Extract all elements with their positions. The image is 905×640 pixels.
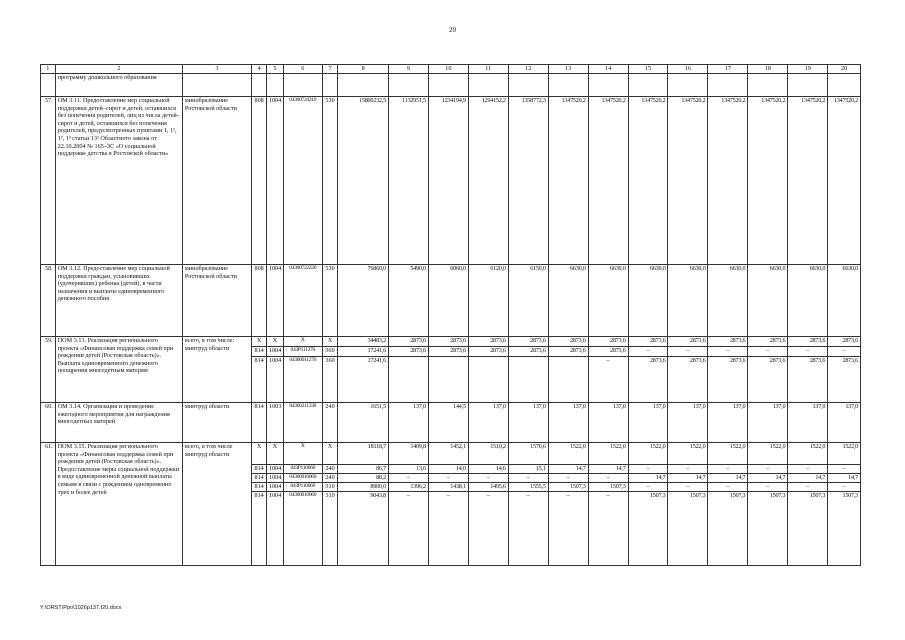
amount-cell: 15,1 — [508, 465, 548, 474]
amount-cell: – — [628, 465, 668, 474]
column-header-14: 14 — [588, 65, 628, 74]
amount-cell: 2873,6 — [388, 337, 428, 347]
amount-cell: 2873,6 — [828, 357, 861, 403]
amount-cell: 1522,0 — [668, 443, 708, 465]
amount-cell: 1522,0 — [548, 443, 588, 465]
budget-code-cell: 1004 — [266, 347, 283, 357]
amount-cell: 2873,6 — [428, 337, 468, 347]
budget-code-cell: 814 — [252, 347, 267, 357]
budget-code-cell: 1004 — [266, 465, 283, 474]
amount-cell: 6630,0 — [548, 265, 588, 337]
column-header-1: 1 — [41, 65, 56, 74]
amount-cell: 2873,6 — [548, 337, 588, 347]
amount-cell: 1507,3 — [628, 492, 668, 566]
empty-cell — [628, 74, 668, 97]
responsible-executor-cell: минобразование Ростовской области — [182, 97, 251, 265]
amount-cell: 1347520,2 — [548, 97, 588, 265]
column-header-2: 2 — [55, 65, 182, 74]
measure-name-cell: ПОМ 3.15. Реализация регионального проекта «Финансовая поддержка семей при рождении детей (Ростовская область)». Предоставление меры социальной поддержки в виде единовременной денежной выплаты семьям в связи с рождением одновременно трех и более детей — [55, 443, 182, 566]
amount-cell: – — [468, 474, 508, 483]
amount-cell: 2873,6 — [468, 337, 508, 347]
amount-cell: 2873,6 — [428, 347, 468, 357]
amount-cell: 137,0 — [668, 403, 708, 443]
amount-cell: 2873,6 — [828, 337, 861, 347]
budget-code-cell: 240 — [322, 474, 338, 483]
amount-cell: 1409,8 — [388, 443, 428, 465]
amount-cell: 14,7 — [748, 474, 788, 483]
amount-cell: 76860,0 — [338, 265, 388, 337]
amount-cell: 1347520,2 — [828, 97, 861, 265]
amount-cell: 2873,6 — [508, 347, 548, 357]
budget-code-cell: Х — [266, 443, 283, 465]
table-row — [41, 337, 861, 347]
amount-cell: 1522,0 — [708, 443, 748, 465]
amount-cell: 137,0 — [388, 403, 428, 443]
column-header-13: 13 — [548, 65, 588, 74]
budget-table-container — [40, 64, 861, 566]
amount-cell: – — [828, 483, 861, 492]
budget-code-cell: Х — [322, 443, 338, 465]
table-row-carry-over — [41, 74, 861, 97]
amount-cell: 6630,0 — [788, 265, 828, 337]
amount-cell: 137,0 — [588, 403, 628, 443]
empty-cell — [338, 74, 388, 97]
column-header-16: 16 — [668, 65, 708, 74]
amount-cell: 1507,3 — [828, 492, 861, 566]
budget-code-cell: 1004 — [266, 474, 283, 483]
amount-cell: 6630,0 — [748, 265, 788, 337]
amount-cell: 1358772,3 — [508, 97, 548, 265]
amount-cell: – — [588, 492, 628, 566]
amount-cell: – — [708, 483, 748, 492]
amount-cell: 1522,0 — [748, 443, 788, 465]
amount-cell: 1347520,2 — [788, 97, 828, 265]
amount-cell: 2873,6 — [708, 337, 748, 347]
amount-cell: – — [668, 483, 708, 492]
responsible-executor-cell: минтруд области — [182, 403, 251, 443]
amount-cell: 14,7 — [788, 474, 828, 483]
empty-cell — [708, 74, 748, 97]
amount-cell: 14,7 — [628, 474, 668, 483]
empty-cell — [428, 74, 468, 97]
amount-cell: 1522,0 — [788, 443, 828, 465]
amount-cell: – — [788, 483, 828, 492]
amount-cell: 137,0 — [748, 403, 788, 443]
amount-cell: 1452,1 — [428, 443, 468, 465]
column-header-8: 8 — [338, 65, 388, 74]
amount-cell: 1522,0 — [828, 443, 861, 465]
budget-code-cell: 814 — [252, 357, 267, 403]
empty-cell — [283, 74, 322, 97]
empty-cell — [828, 74, 861, 97]
amount-cell: 137,0 — [548, 403, 588, 443]
budget-code-cell: 04300010060 — [283, 474, 322, 483]
budget-code-cell: 814 — [252, 465, 267, 474]
amount-cell: 137,0 — [708, 403, 748, 443]
amount-cell: 2873,6 — [588, 337, 628, 347]
budget-code-cell: Х — [283, 337, 322, 347]
column-header-3: 3 — [182, 65, 251, 74]
amount-cell: – — [708, 465, 748, 474]
budget-code-cell: 240 — [322, 403, 338, 443]
column-header-15: 15 — [628, 65, 668, 74]
amount-cell: 1651,5 — [338, 403, 388, 443]
amount-cell: – — [588, 474, 628, 483]
empty-cell — [388, 74, 428, 97]
amount-cell: – — [628, 483, 668, 492]
amount-cell: 1507,3 — [708, 492, 748, 566]
empty-cell — [322, 74, 338, 97]
amount-cell: 1438,1 — [428, 483, 468, 492]
amount-cell: 18118,7 — [338, 443, 388, 465]
budget-code-cell: Х — [252, 337, 267, 347]
amount-cell: 2873,6 — [708, 357, 748, 403]
amount-cell: 1522,0 — [628, 443, 668, 465]
column-number-header — [41, 65, 861, 74]
budget-code-cell: 1004 — [266, 483, 283, 492]
measure-name-cell: ПОМ 3.13. Реализация регионального проекта «Финансовая поддержка семей при рождении детей (Ростовская область)». Выплата единовременного денежного поощрения многодетным матерям — [55, 337, 182, 403]
budget-code-cell: 814 — [252, 474, 267, 483]
amount-cell: 1507,3 — [548, 483, 588, 492]
column-header-10: 10 — [428, 65, 468, 74]
amount-cell: 137,0 — [828, 403, 861, 443]
row-number-cell: 58. — [41, 265, 56, 337]
budget-code-cell: 04300724210 — [283, 97, 322, 265]
budget-code-cell: Х — [283, 443, 322, 465]
amount-cell: – — [668, 347, 708, 357]
budget-code-cell: 043P111270 — [283, 347, 322, 357]
budget-code-cell: 1004 — [266, 97, 283, 265]
row-number-cell — [41, 74, 56, 97]
amount-cell: 17241,6 — [338, 357, 388, 403]
amount-cell: 1570,6 — [508, 443, 548, 465]
amount-cell: 9043,8 — [338, 492, 388, 566]
amount-cell: 14,6 — [468, 465, 508, 474]
amount-cell: 6630,0 — [588, 265, 628, 337]
responsible-executor-cell: всего, в том числе минтруд области — [182, 443, 251, 566]
row-number-cell: 60. — [41, 403, 56, 443]
column-header-18: 18 — [748, 65, 788, 74]
budget-code-cell: 814 — [252, 492, 267, 566]
amount-cell: 6630,0 — [628, 265, 668, 337]
amount-cell: – — [828, 347, 861, 357]
budget-code-cell: 814 — [252, 483, 267, 492]
amount-cell: 1294152,2 — [468, 97, 508, 265]
row-name-cell: программу дошкольного образования — [55, 74, 182, 97]
table-row — [41, 403, 861, 443]
amount-cell: – — [508, 492, 548, 566]
budget-code-cell: 310 — [322, 483, 338, 492]
amount-cell: 2873,6 — [748, 357, 788, 403]
measure-name-cell: ОМ 3.11. Предоставление мер социальной поддержки детей–сирот и детей, оставшихся без попечения родителей, лиц из числа детей–сирот и детей, оставшихся без попечения родителей, предусмотренных пунктами 1, 1¹, 1², 1³ статьи 13² Областного закона от 22.10.2004 № 165–ЗС «О социальной поддержке детства в Ростовской области» — [55, 97, 182, 265]
amount-cell: 2873,6 — [628, 337, 668, 347]
amount-cell: 6150,0 — [508, 265, 548, 337]
amount-cell: 6120,0 — [468, 265, 508, 337]
amount-cell: 1507,3 — [748, 492, 788, 566]
amount-cell: – — [748, 483, 788, 492]
amount-cell: 6630,0 — [828, 265, 861, 337]
amount-cell: 1507,3 — [788, 492, 828, 566]
empty-cell — [748, 74, 788, 97]
empty-cell — [468, 74, 508, 97]
column-header-7: 7 — [322, 65, 338, 74]
amount-cell: 17241,6 — [338, 347, 388, 357]
amount-cell: 1347520,2 — [668, 97, 708, 265]
page-number: 20 — [449, 26, 456, 34]
amount-cell — [508, 357, 548, 403]
empty-cell — [252, 74, 267, 97]
amount-cell: 14,7 — [588, 465, 628, 474]
budget-code-cell: Х — [252, 443, 267, 465]
budget-code-cell: 360 — [322, 357, 338, 403]
budget-code-cell: 04300722220 — [283, 265, 322, 337]
budget-table — [40, 64, 861, 566]
table-row — [41, 97, 861, 265]
amount-cell: – — [788, 347, 828, 357]
table-body — [41, 74, 861, 566]
amount-cell: – — [668, 465, 708, 474]
empty-cell — [588, 74, 628, 97]
amount-cell: 5490,0 — [388, 265, 428, 337]
budget-code-cell: 814 — [252, 403, 267, 443]
amount-cell: 1555,5 — [508, 483, 548, 492]
amount-cell — [548, 357, 588, 403]
budget-code-cell: 240 — [322, 465, 338, 474]
budget-code-cell: 043P110060 — [283, 465, 322, 474]
amount-cell: 14,7 — [708, 474, 748, 483]
amount-cell: 137,0 — [788, 403, 828, 443]
file-path-footer: Y:\ORST\Ppo\1026p137.f20.docx — [40, 605, 122, 611]
empty-cell — [788, 74, 828, 97]
measure-name-cell: ОМ 3.12. Предоставление мер социальной поддержки граждан, усыновивших (удочеривших) ребенка (детей), в части назначения и выплаты единовременного денежного пособия — [55, 265, 182, 337]
amount-cell: 6630,0 — [708, 265, 748, 337]
amount-cell: 2873,6 — [788, 357, 828, 403]
amount-cell: 86,7 — [338, 465, 388, 474]
amount-cell: – — [588, 357, 628, 403]
budget-code-cell: 808 — [252, 97, 267, 265]
amount-cell: 1396,2 — [388, 483, 428, 492]
amount-cell: 2873,6 — [468, 347, 508, 357]
amount-cell: – — [828, 465, 861, 474]
amount-cell: 1234194,9 — [428, 97, 468, 265]
amount-cell: 1507,3 — [668, 492, 708, 566]
amount-cell: 14,7 — [548, 465, 588, 474]
column-header-4: 4 — [252, 65, 267, 74]
budget-code-cell: 04300011270 — [283, 357, 322, 403]
amount-cell: 2873,6 — [588, 347, 628, 357]
amount-cell: 1347520,2 — [708, 97, 748, 265]
amount-cell: 88,2 — [338, 474, 388, 483]
budget-code-cell: 043P110060 — [283, 483, 322, 492]
budget-code-cell: 04300010060 — [283, 492, 322, 566]
row-number-cell: 57. — [41, 97, 56, 265]
amount-cell: – — [788, 465, 828, 474]
amount-cell: 2873,6 — [668, 357, 708, 403]
row-number-cell: 61. — [41, 443, 56, 566]
amount-cell: 1510,2 — [468, 443, 508, 465]
amount-cell: 8900,0 — [338, 483, 388, 492]
budget-code-cell: 1004 — [266, 265, 283, 337]
amount-cell: – — [428, 474, 468, 483]
column-header-12: 12 — [508, 65, 548, 74]
column-header-20: 20 — [828, 65, 861, 74]
amount-cell: 2873,6 — [508, 337, 548, 347]
row-number-cell: 59. — [41, 337, 56, 403]
amount-cell: – — [708, 347, 748, 357]
amount-cell: – — [468, 492, 508, 566]
budget-code-cell: 530 — [322, 97, 338, 265]
budget-code-cell: Х — [266, 337, 283, 347]
amount-cell: 1347520,2 — [588, 97, 628, 265]
amount-cell: 14,7 — [668, 474, 708, 483]
amount-cell: 1347520,2 — [748, 97, 788, 265]
column-header-19: 19 — [788, 65, 828, 74]
amount-cell: – — [548, 492, 588, 566]
column-header-17: 17 — [708, 65, 748, 74]
amount-cell — [468, 357, 508, 403]
empty-cell — [508, 74, 548, 97]
measure-name-cell: ОМ 3.14. Организация и проведение ежегодного мероприятия для награждения многодетных матерей — [55, 403, 182, 443]
amount-cell: 14,7 — [828, 474, 861, 483]
table-row — [41, 265, 861, 337]
amount-cell: – — [548, 474, 588, 483]
budget-code-cell: 360 — [322, 347, 338, 357]
amount-cell: – — [388, 474, 428, 483]
amount-cell: – — [388, 492, 428, 566]
amount-cell: 6630,0 — [668, 265, 708, 337]
amount-cell: – — [428, 492, 468, 566]
column-header-6: 6 — [283, 65, 322, 74]
column-header-11: 11 — [468, 65, 508, 74]
amount-cell: 14,0 — [428, 465, 468, 474]
amount-cell: 2873,6 — [628, 357, 668, 403]
budget-code-cell: 808 — [252, 265, 267, 337]
amount-cell: 137,0 — [628, 403, 668, 443]
amount-cell: 15800232,5 — [338, 97, 388, 265]
amount-cell: – — [508, 474, 548, 483]
empty-cell — [668, 74, 708, 97]
amount-cell: 2873,6 — [788, 337, 828, 347]
amount-cell: 1132951,5 — [388, 97, 428, 265]
responsible-executor-cell: всего, в том числе: минтруд области — [182, 337, 251, 403]
amount-cell: 1522,0 — [588, 443, 628, 465]
amount-cell: – — [628, 347, 668, 357]
budget-code-cell: 530 — [322, 265, 338, 337]
amount-cell: 1507,3 — [588, 483, 628, 492]
amount-cell: 13,6 — [388, 465, 428, 474]
budget-code-cell: 310 — [322, 492, 338, 566]
amount-cell: 34483,2 — [338, 337, 388, 347]
empty-cell — [266, 74, 283, 97]
amount-cell: 2873,6 — [388, 347, 428, 357]
empty-cell — [182, 74, 251, 97]
amount-cell: – — [748, 465, 788, 474]
amount-cell: 137,0 — [508, 403, 548, 443]
amount-cell: 1495,6 — [468, 483, 508, 492]
amount-cell — [388, 357, 428, 403]
amount-cell — [428, 357, 468, 403]
amount-cell: – — [748, 347, 788, 357]
column-header-5: 5 — [266, 65, 283, 74]
table-row — [41, 443, 861, 465]
budget-code-cell: 1004 — [266, 492, 283, 566]
amount-cell: 144,5 — [428, 403, 468, 443]
amount-cell: 2873,6 — [668, 337, 708, 347]
budget-code-cell: Х — [322, 337, 338, 347]
amount-cell: 6060,0 — [428, 265, 468, 337]
amount-cell: 1347520,2 — [628, 97, 668, 265]
empty-cell — [548, 74, 588, 97]
budget-code-cell: 1003 — [266, 403, 283, 443]
amount-cell: 137,0 — [468, 403, 508, 443]
budget-code-cell: 1004 — [266, 357, 283, 403]
responsible-executor-cell: минобразование Ростовской области — [182, 265, 251, 337]
amount-cell: 2873,6 — [748, 337, 788, 347]
column-header-9: 9 — [388, 65, 428, 74]
amount-cell: 2873,6 — [548, 347, 588, 357]
budget-code-cell: 04300211330 — [283, 403, 322, 443]
